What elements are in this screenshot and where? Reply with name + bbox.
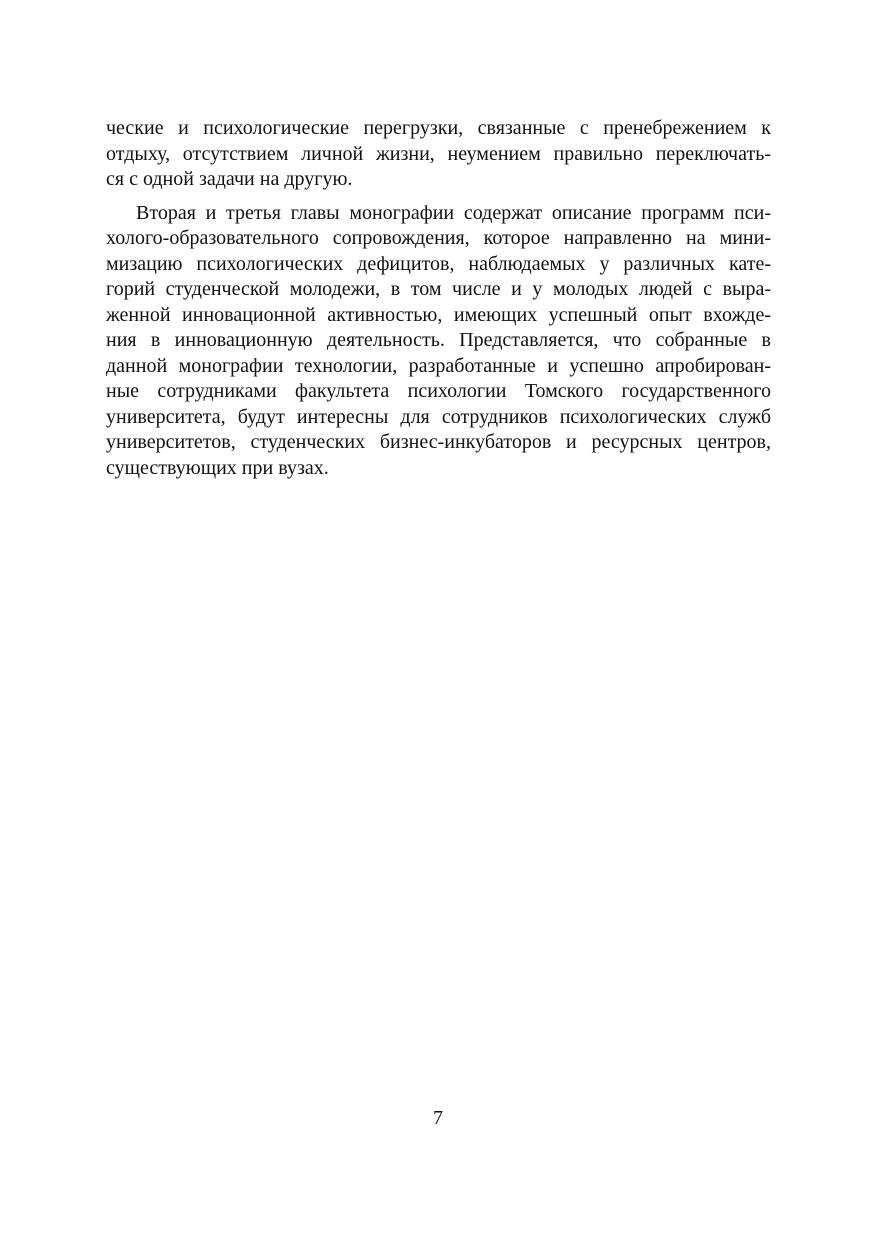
text-line: университетов, студенческих бизнес-инкубаторов и ресурсных центров, [106,431,771,453]
text-line: отдыху, отсутствием личной жизни, неумением правильно переключать- [106,142,771,165]
text-line: горий студенческой молодежи, в том числе и у молодых людей с выра- [106,278,771,300]
text-line: университета, будут интересны для сотрудников психологических служб [106,405,771,428]
paragraph-spacer [106,193,771,201]
body-text [106,116,771,481]
paragraph-2 [106,201,771,482]
text-line: ся с одной задачи на другую. [106,168,353,190]
text-line: данной монографии технологии, разработанные и успешно апробирован- [106,354,771,377]
text-line: Вторая и третья главы монографии содержат описание программ пси- [136,201,771,224]
page-number: 7 [433,1107,443,1129]
text-line: мизацию психологических дефицитов, наблюдаемых у различных кате- [106,252,771,275]
text-line: женной инновационной активностью, имеющих успешный опыт вхожде- [106,303,771,326]
paragraph-1 [106,116,771,193]
text-line: холого-образовательного сопровождения, которое направленно на мини- [106,227,771,249]
text-line: ные сотрудниками факультета психологии Томского государственного [106,380,771,402]
text-line: ческие и психологические перегрузки, связанные с пренебрежением к [106,117,771,139]
text-line: существующих при вузах. [106,456,329,479]
text-line: ния в инновационную деятельность. Представляется, что собранные в [106,329,771,351]
